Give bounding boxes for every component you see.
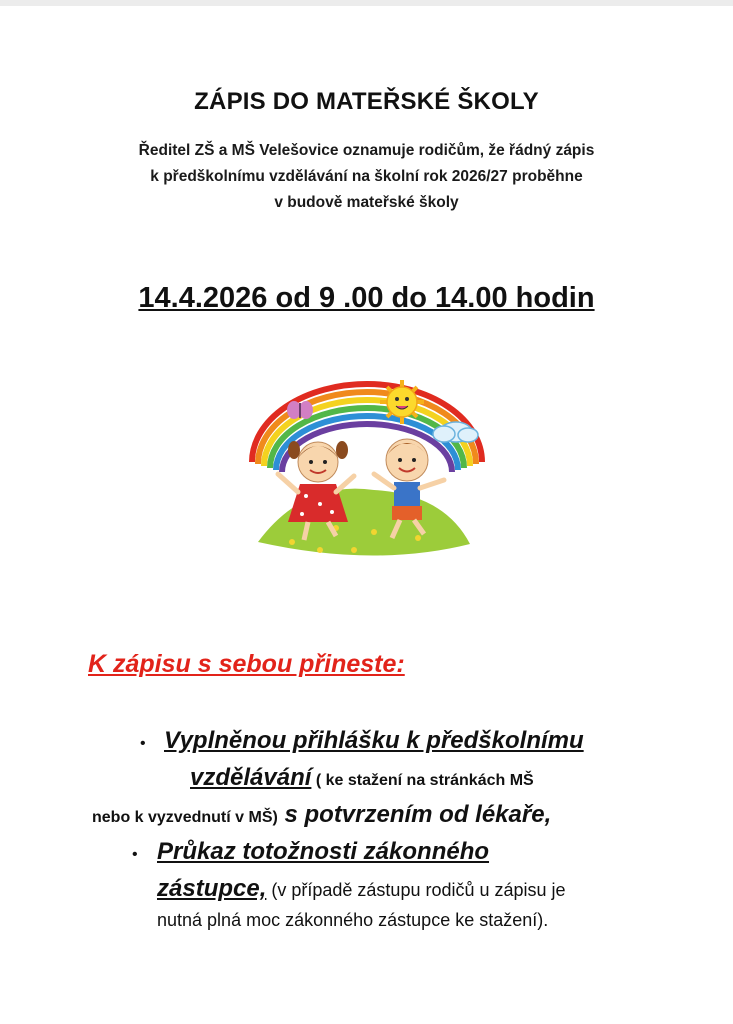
bring-heading: K zápisu s sebou přineste: [88, 650, 405, 678]
intro-line-2: k předškolnímu vzdělávání na školní rok 2026/27 proběhne [150, 168, 583, 185]
item-2-line-1: Průkaz totožnosti zákonného [157, 838, 490, 865]
intro-line-3: v budově mateřské školy [274, 194, 459, 211]
page-title: ZÁPIS DO MATEŘSKÉ ŠKOLY [194, 88, 539, 115]
top-bar [0, 0, 733, 6]
children-rainbow-illustration [244, 372, 490, 568]
list-bullet: • [140, 735, 146, 752]
item-2-note-text: (v případě zástupu rodičů u zápisu je [266, 880, 566, 900]
date-time-line: 14.4.2026 od 9 .00 do 14.00 hodin [138, 282, 595, 314]
item-1-line-2 [190, 764, 534, 792]
item-1-note-text-2: nebo k vyzvednutí v MŠ) [92, 809, 278, 826]
item-1-line-3 [92, 801, 551, 829]
intro-paragraph [0, 138, 733, 216]
list-bullet: • [132, 846, 138, 863]
item-1-main-text-2: s potvrzením od lékaře, [277, 801, 552, 828]
item-2-line-2 [157, 875, 566, 903]
intro-line-1: Ředitel ZŠ a MŠ Velešovice oznamuje rodičům, že řádný zápis [138, 142, 595, 159]
item-1-main-text: vzdělávání [190, 764, 312, 791]
item-1-line-1: Vyplněnou přihlášku k předškolnímu [164, 727, 584, 754]
item-2-main-text: zástupce, [157, 875, 267, 902]
item-2-line-3: nutná plná moc zákonného zástupce ke stažení). [157, 910, 549, 930]
item-1-note-text: ( ke stažení na stránkách MŠ [311, 772, 534, 789]
